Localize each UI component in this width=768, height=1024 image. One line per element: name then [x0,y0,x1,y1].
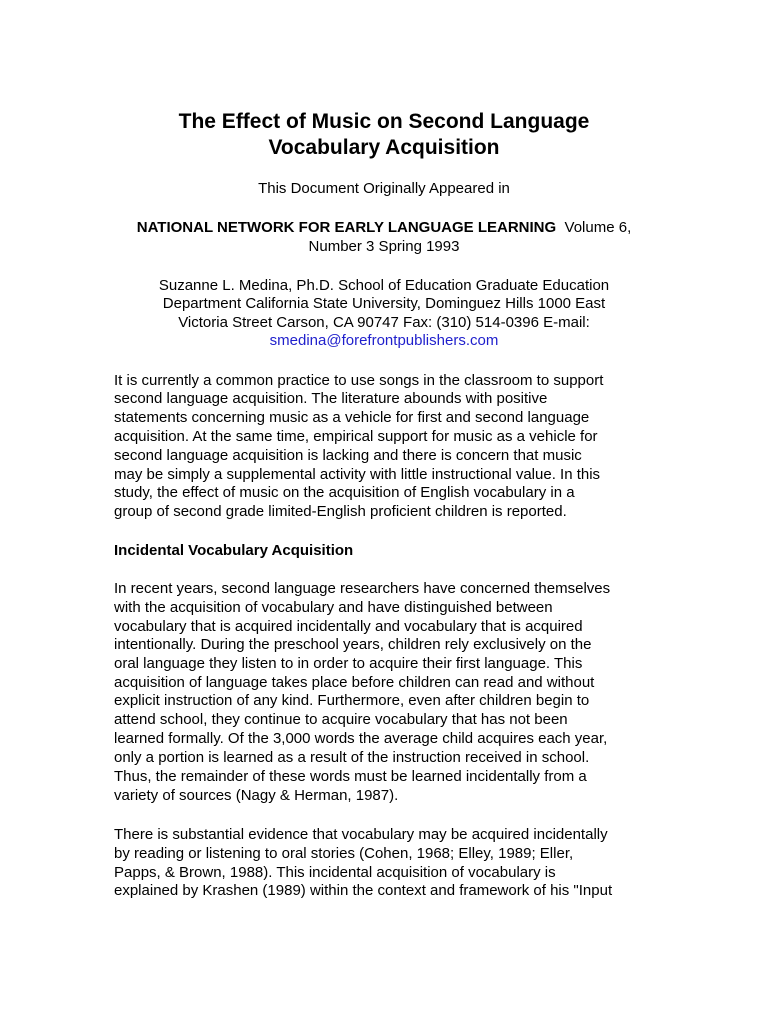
document-title-line-1: The Effect of Music on Second Language [178,110,590,133]
paragraph-2-line: by reading or listening to oral stories (Cohen, 1968; Elley, 1989; Eller, [114,845,574,862]
author-email-line [40,332,728,350]
paragraph-2-line: explained by Krashen (1989) within the context and framework of his "Input [114,882,613,899]
document-title-line-2: Vocabulary Acquisition [268,136,500,159]
abstract-line: group of second grade limited-English proficient children is reported. [114,503,567,520]
paragraph-1-line: acquisition of language takes place before children can read and without [114,674,595,691]
author-line-3: Victoria Street Carson, CA 90747 Fax: (310) 514-0396 E-mail: [178,314,590,331]
paragraph-1-line: intentionally. During the preschool years, children rely exclusively on the [114,636,592,653]
paragraph-2-line: There is substantial evidence that vocabulary may be acquired incidentally [114,826,608,843]
paragraph-1-line: attend school, they continue to acquire vocabulary that has not been [114,711,568,728]
paragraph-1-line: oral language they listen to in order to acquire their first language. This [114,655,583,672]
paragraph-1-line: learned formally. Of the 3,000 words the average child acquires each year, [114,730,608,747]
paragraph-1-line: Thus, the remainder of these words must be learned incidentally from a [114,768,587,785]
author-line-1: Suzanne L. Medina, Ph.D. School of Education Graduate Education [158,277,610,294]
paragraph-1-line: only a portion is learned as a result of the instruction received in school. [114,749,590,766]
paragraph-1-line: In recent years, second language researchers have concerned themselves [114,580,611,597]
abstract-line: second language acquisition is lacking and there is concern that music [114,447,582,464]
publication-issue: Number 3 Spring 1993 [308,238,460,255]
abstract-line: study, the effect of music on the acquisition of English vocabulary in a [114,484,575,501]
abstract-line: It is currently a common practice to use songs in the classroom to support [114,372,604,389]
abstract-line: second language acquisition. The literature abounds with positive [114,390,548,407]
section-heading: Incidental Vocabulary Acquisition [114,542,354,559]
paragraph-2-line: Papps, & Brown, 1988). This incidental acquisition of vocabulary is [114,864,556,881]
abstract-line: statements concerning music as a vehicle for first and second language [114,409,590,426]
author-line-2: Department California State University, Dominguez Hills 1000 East [162,295,606,312]
publication-volume: Volume 6, [564,219,632,236]
publication-name: NATIONAL NETWORK FOR EARLY LANGUAGE LEARNING [136,219,557,236]
abstract-line: acquisition. At the same time, empirical support for music as a vehicle for [114,428,598,445]
author-email-link[interactable]: smedina@forefrontpublishers.com [269,332,499,349]
paragraph-1-line: variety of sources (Nagy & Herman, 1987). [114,787,399,804]
paragraph-1-line: explicit instruction of any kind. Furthermore, even after children begin to [114,692,590,709]
abstract-line: may be simply a supplemental activity with little instructional value. In this [114,466,601,483]
paragraph-1-line: vocabulary that is acquired incidentally and vocabulary that is acquired [114,618,583,635]
appeared-in-note: This Document Originally Appeared in [258,180,510,197]
paragraph-1-line: with the acquisition of vocabulary and have distinguished between [114,599,553,616]
publication-line [40,219,728,237]
